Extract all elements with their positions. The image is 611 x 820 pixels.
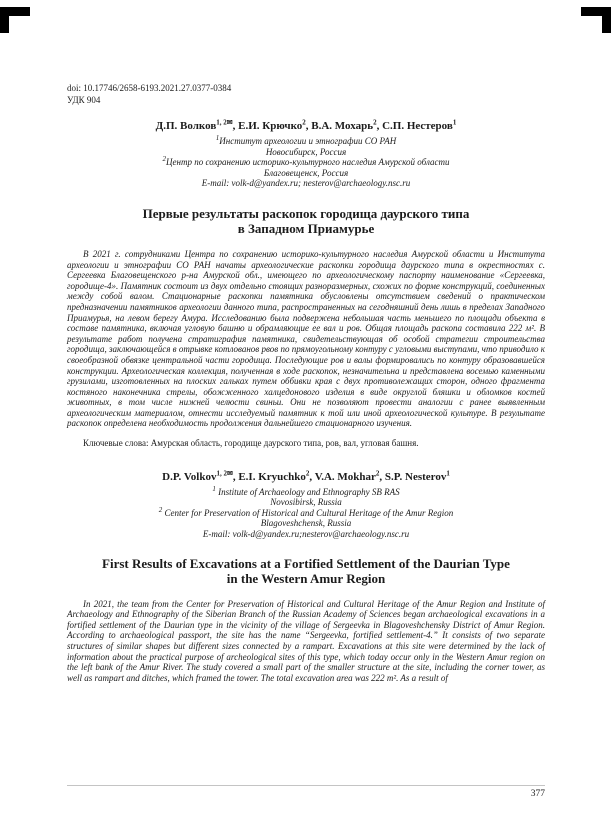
authors-separator: ,	[232, 470, 239, 483]
author-superscript: 2	[302, 118, 306, 127]
affiliation-text: Центр по сохранению историко-культурного наследия Амурской области	[166, 157, 450, 168]
title-line: в Западном Приамурье	[237, 221, 375, 237]
affiliation-line	[67, 505, 545, 519]
author-superscript: 1, 2✉	[216, 469, 233, 477]
author-superscript: 2	[373, 118, 377, 127]
author-superscript: 1	[446, 469, 450, 477]
affiliation-line	[67, 168, 545, 179]
page-footer	[67, 785, 545, 799]
abstract-ru: В 2021 г. сотрудниками Центра по сохранению историко-культурного наследия Амурской области и Института археологии и этнографии СО РАН начаты археологические раскопки городища даурского типа в окрестностях с. Сергеевка Благовещенского р-на Амурской обл., имеющего по археологическому паспорту наименование «Сергеевка, городище-4». Памятник состоит из двух отдельно стоящих разноразмерных, схожих по форме конструкций, соединенных между собой валом. Стационарные раскопки памятника обусловлены отсутствием сведений о практическом предназначении памятников археологии данного типа, распространенных на сегодняшний день лишь в пределах Западного Приамурья, на левом берегу Амура. Исследованию была подвержена небольшая часть меньшего по площади объекта в составе памятника, включая угловую башню и обрамляющие ее вал и ров. Общая площадь раскопа составила 222 м². В результате работ получена стратиграфия памятника, свидетельствующая об особой стратегии строительства городища, заключающейся в отрывке котлованов рвов по прямоугольному контуру с угловыми выступами, что приводило к своеобразной обвязке центральной части городища. Последующие ров и валы формировались по контуру образовавшейся конструкции. Археологическая коллекция, полученная в ходе раскопок, незначительна и представлена восемью каменными грузилами, изготовленных на плоских гальках путем оббивки края с двух противолежащих сторон, одного фрагмента костяного наконечника стрелы, обожженного халцедонового изделия в виде округлой бляшки и обломков костей животных, в том числе нижней челюсти свиньи. Они не позволяют провести аналогии с ранее выявленным археологическим материалом, отнести исследуемый памятник к той или иной археологической культуре. В результате раскопок определена необходимость продолжения дальнейшего стационарного изучения.	[67, 248, 545, 429]
author-name: С.П. Нестеров	[382, 120, 453, 132]
author-name: D.P. Volkov	[162, 470, 217, 483]
title-en	[67, 556, 545, 587]
affiliation-line	[67, 157, 545, 168]
affiliation-text: Center for Preservation of Historical and Cultural Heritage of the Amur Region	[162, 507, 454, 518]
author-name: В.А. Мохарь	[311, 120, 374, 132]
title-line: in the Western Amur Region	[226, 571, 386, 587]
email-text: E-mail: volk-d@yandex.ru; nesterov@archaeology.nsc.ru	[201, 178, 411, 189]
crop-mark-top-right-vertical	[602, 7, 611, 33]
author-superscript: 2	[375, 469, 380, 477]
affiliation-line	[67, 484, 545, 498]
title-ru	[67, 206, 545, 237]
author-superscript: 1, 2✉	[216, 118, 233, 127]
doi: doi: 10.17746/2658-6193.2021.27.0377-0384	[67, 83, 232, 93]
page-content	[67, 82, 545, 683]
affiliation-text: Institute of Archaeology and Ethnography SB RAS	[215, 486, 400, 497]
author-name: Е.И. Крючко	[238, 120, 303, 132]
affiliation-text: Novosibirsk, Russia	[270, 497, 342, 508]
page-number: 377	[530, 789, 545, 799]
title-line: First Results of Excavations at a Fortified Settlement of the Daurian Type	[102, 555, 510, 571]
udc: УДК 904	[67, 95, 101, 105]
author-superscript: 1	[452, 118, 457, 127]
author-name: E.I. Kryuchko	[238, 470, 306, 483]
article-meta	[67, 82, 545, 106]
affiliation-line	[67, 147, 545, 158]
affiliation-text: Новосибирск, Россия	[265, 146, 347, 157]
affiliation-superscript: 2	[158, 505, 163, 514]
affiliation-text: Институт археологии и этнографии СО РАН	[219, 136, 397, 146]
crop-mark-top-left-vertical	[0, 7, 9, 33]
abstract-en: In 2021, the team from the Center for Preservation of Historical and Cultural Heritage of the Amur Region and Institute of Archaeology and Ethnography of the Siberian Branch of the Russian Academy of Sciences began archaeological excavations in a fortified settlement of the Daurian type in the vicinity of the village of Sergeevka in Blagoveshchensky District of Amur Region. According to archaeological passport, the site has the name “Sergeevka, fortified settlement-4.” It consists of two separate structures of similar shapes but different sizes connected by a rampart. Excavations at this site were determined by the lack of information about the practical purpose of archeological sites of this type, which today occur only in the Western Amur region on the left bank of the Amur River. The study covered a small part of the smaller structure at the site, including the corner tower, as well as rampart and ditches, which framed the tower. The total excavation area was 222 m². As a result of	[67, 598, 545, 683]
author-name: V.A. Mokhar	[314, 470, 376, 483]
affiliation-line	[67, 497, 545, 508]
authors-line-ru	[67, 120, 545, 133]
keywords-ru: Ключевые слова: Амурская область, городище даурского типа, ров, вал, угловая башня.	[83, 438, 419, 449]
affiliations-en	[67, 484, 545, 540]
authors-line-en	[67, 471, 545, 484]
email-line	[67, 529, 545, 540]
authors-separator: ,	[232, 120, 239, 132]
authors-separator: ,	[376, 120, 383, 132]
affiliation-superscript: 2	[162, 155, 166, 164]
author-superscript: 2	[305, 469, 310, 477]
affiliation-superscript: 1	[212, 484, 216, 493]
authors-separator: ,	[309, 470, 315, 483]
title-line: Первые результаты раскопок городища даурского типа	[142, 205, 470, 221]
affiliation-text: Благовещенск, Россия	[263, 167, 349, 178]
affiliation-line	[67, 518, 545, 529]
email-text: E-mail: volk-d@yandex.ru;nesterov@archaeology.nsc.ru	[202, 529, 410, 540]
authors-separator: ,	[379, 470, 385, 483]
affiliation-line	[67, 136, 545, 147]
author-name: Д.П. Волков	[155, 120, 217, 132]
author-name: S.P. Nesterov	[384, 470, 447, 483]
email-line	[67, 178, 545, 189]
affiliation-text: Blagoveshchensk, Russia	[260, 518, 352, 529]
authors-separator: ,	[305, 120, 312, 132]
affiliation-superscript: 1	[215, 134, 220, 142]
affiliations-ru	[67, 136, 545, 189]
